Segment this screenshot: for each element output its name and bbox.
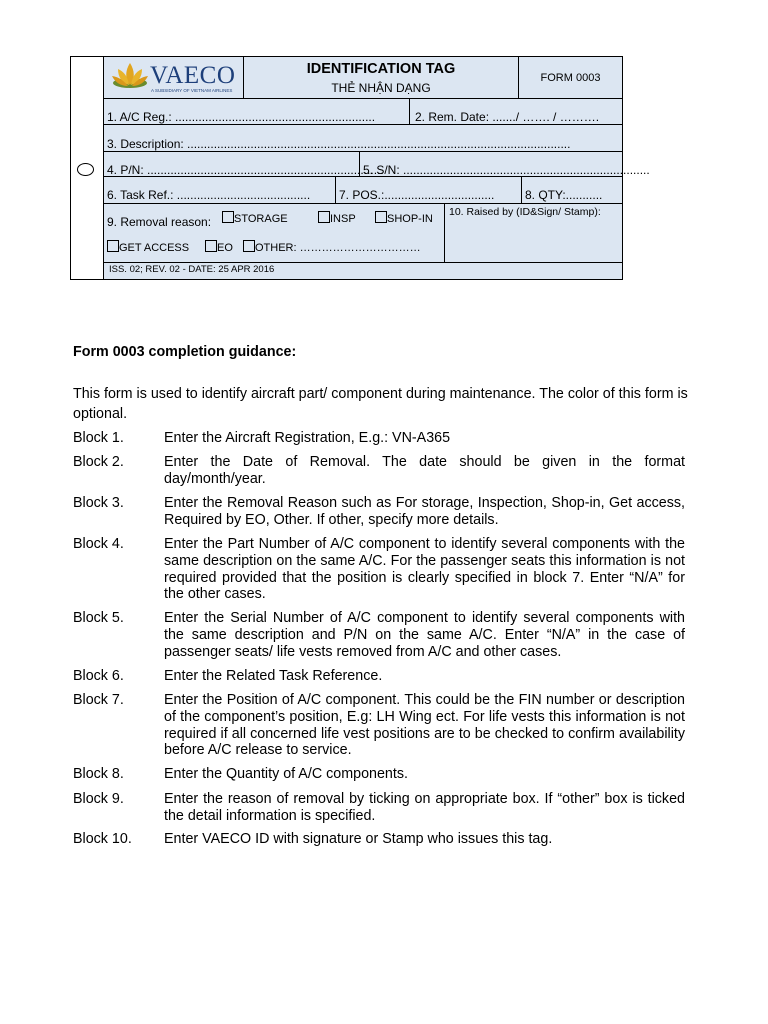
storage-option[interactable]: STORAGE [222, 211, 288, 225]
raised-by-field: 10. Raised by (ID&Sign/ Stamp): [449, 206, 601, 218]
block-label: Block 5. [73, 610, 124, 626]
lotus-icon [110, 59, 150, 95]
pn-field: 4. P/N: ....................................................................... [107, 163, 384, 177]
rem-date-field: 2. Rem. Date: ......./ ……. / ………. [415, 110, 600, 124]
block-label: Block 9. [73, 791, 124, 807]
punch-hole [77, 163, 94, 176]
insp-checkbox[interactable] [318, 211, 330, 223]
sn-field: 5. S/N: .......................................................................... [363, 163, 650, 177]
get-access-option[interactable]: GET ACCESS [107, 240, 189, 254]
block-label: Block 10. [73, 831, 132, 847]
block-label: Block 2. [73, 454, 124, 470]
block-label: Block 1. [73, 430, 124, 446]
eo-option[interactable]: EO [205, 240, 233, 254]
block-text: Enter the Date of Removal. The date should be given in the format day/month/year. [164, 454, 685, 487]
issue-info: ISS. 02; REV. 02 - DATE: 25 APR 2016 [109, 264, 275, 275]
insp-option[interactable]: INSP [318, 211, 356, 225]
block-text: Enter the Position of A/C component. This could be the FIN number or description of the component’s position, E.g: LH Wing ect. For life vests this information is not required if all concerned life vest positions are to be checked to confirm availability before A/C release to service. [164, 692, 685, 759]
guidance-heading: Form 0003 completion guidance: [73, 344, 297, 360]
brand-subtitle: A SUBSIDIARY OF VIETNAM AIRLINES [151, 88, 233, 93]
shop-in-checkbox[interactable] [375, 211, 387, 223]
block-label: Block 4. [73, 536, 124, 552]
eo-checkbox[interactable] [205, 240, 217, 252]
block-text: Enter the Related Task Reference. [164, 668, 383, 684]
description-field: 3. Description: ................................................................................................................... [107, 137, 571, 151]
form-number: FORM 0003 [540, 72, 601, 84]
block-text: Enter the Part Number of A/C component to identify several components with the same description on the same A/C. For the passenger seats this information is not required provided that the position is clearly specified in block 7. Enter “N/A” for the other cases. [164, 536, 685, 603]
block-text: Enter the reason of removal by ticking on appropriate box. If “other” box is ticked the detail information is specified. [164, 791, 685, 824]
qty-field: 8. QTY:........... [525, 188, 603, 202]
storage-checkbox[interactable] [222, 211, 234, 223]
ac-reg-field: 1. A/C Reg.: ............................................................ [107, 110, 376, 124]
get-access-checkbox[interactable] [107, 240, 119, 252]
block-text: Enter VAECO ID with signature or Stamp who issues this tag. [164, 831, 553, 847]
brand-name: VAECO [150, 62, 236, 89]
pos-field: 7. POS.:................................. [339, 188, 495, 202]
tag-title: IDENTIFICATION TAG [306, 61, 456, 77]
block-label: Block 6. [73, 668, 124, 684]
block-label: Block 8. [73, 766, 124, 782]
block-text: Enter the Serial Number of A/C component to identify several components with the same description and P/N on the same A/C. Enter “N/A” in the case of passenger seats/ life vests removed from A/C and other cases. [164, 610, 685, 660]
task-ref-field: 6. Task Ref.: ........................................ [107, 188, 311, 202]
block-text: Enter the Aircraft Registration, E.g.: VN-A365 [164, 430, 451, 446]
guidance-intro: This form is used to identify aircraft part/ component during maintenance. The color of this form is optional. [73, 386, 688, 422]
other-checkbox[interactable] [243, 240, 255, 252]
block-label: Block 3. [73, 495, 124, 511]
tag-title-vn: THẺ NHẬN DẠNG [331, 81, 431, 95]
removal-reason-label: 9. Removal reason: [107, 215, 212, 229]
shop-in-option[interactable]: SHOP-IN [375, 211, 433, 225]
vaeco-logo [110, 59, 240, 97]
block-text: Enter the Quantity of A/C components. [164, 766, 408, 782]
other-option[interactable]: OTHER: …………………………… [243, 240, 421, 254]
block-label: Block 7. [73, 692, 124, 708]
block-text: Enter the Removal Reason such as For storage, Inspection, Shop-in, Get access, Required by EO, Other. If other, specify more details. [164, 495, 685, 528]
